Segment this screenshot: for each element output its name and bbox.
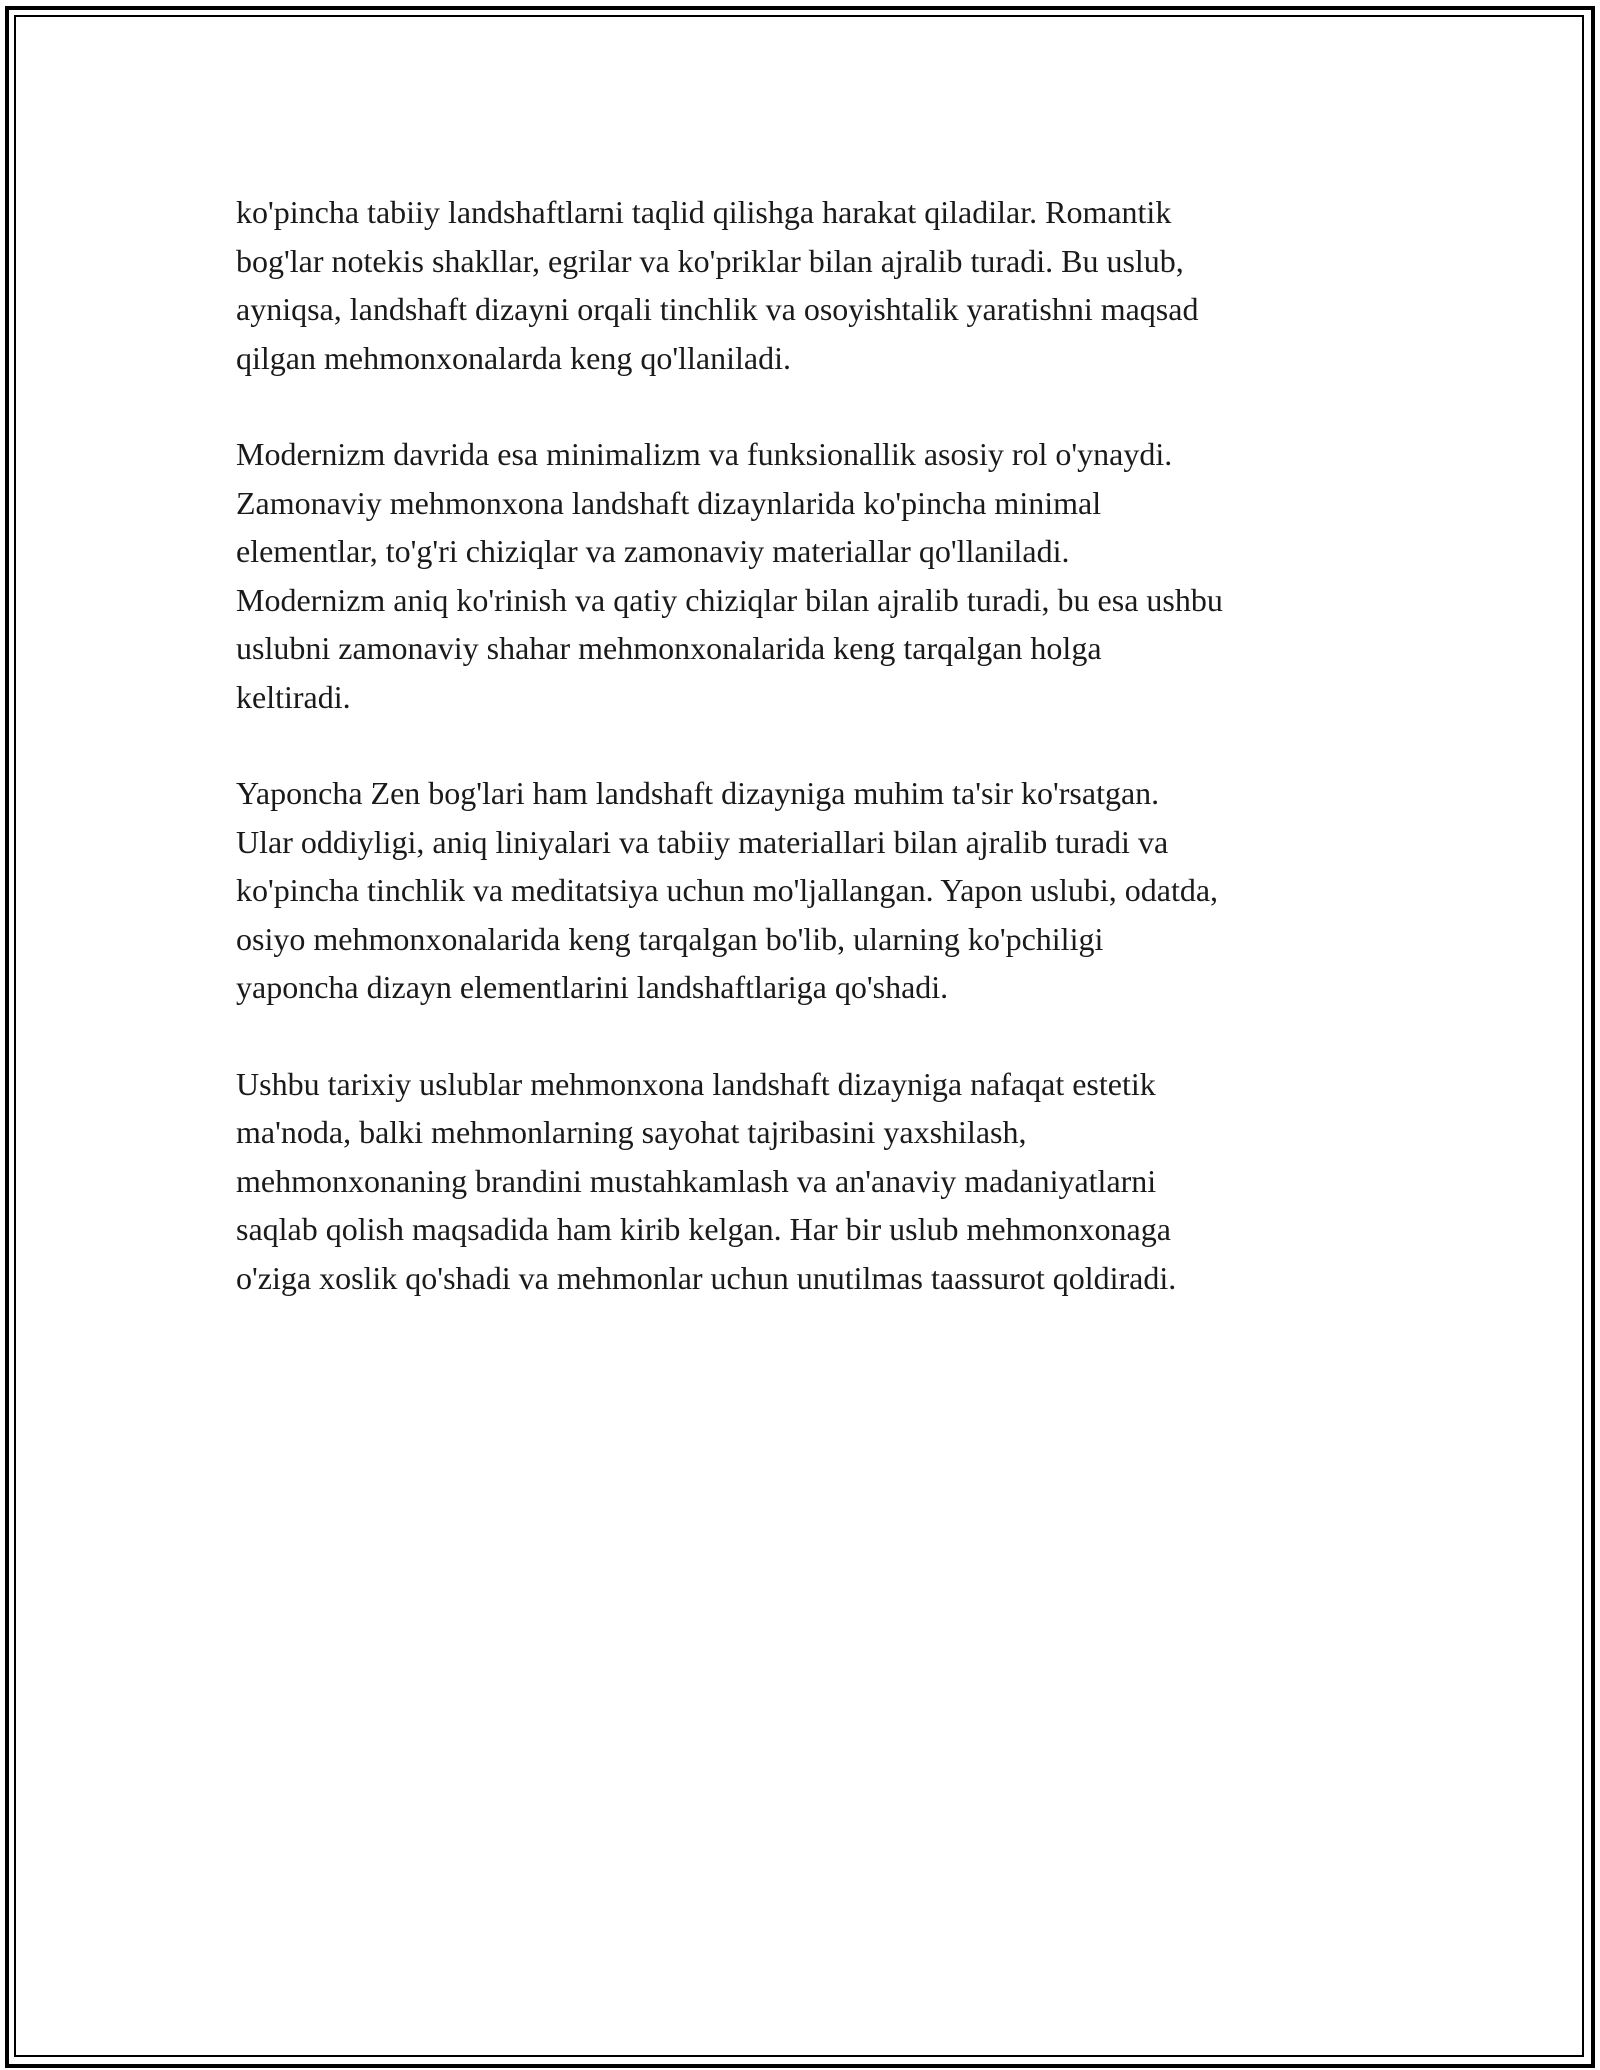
paragraph-conclusion: Ushbu tarixiy uslublar mehmonxona landshaft dizayniga nafaqat estetik ma'noda, balki mehmonlarning sayohat tajribasini yaxshilash, mehmonxonaning brandini mustahkamlash va an'anaviy madaniyatlarni saqlab qolish maqsadida ham kirib kelgan. Har bir uslub mehmonxonaga o'ziga xoslik qo'shadi va mehmonlar uchun unutilmas taassurot qoldiradi. [236,1065,1177,1296]
paragraph-japanese-zen: Yaponcha Zen bog'lari ham landshaft dizayniga muhim ta'sir ko'rsatgan. Ular oddiyligi, aniq liniyalari va tabiiy materiallari bilan ajralib turadi va ko'pincha tinchlik va meditatsiya uchun mo'ljallangan. Yapon uslubi, odatda, osiyo mehmonxonalarida keng tarqalgan bo'lib, ularning ko'pchiligi yaponcha dizayn elementlarini landshaftlariga qo'shadi. [236,775,1219,1005]
paragraph-modernism: Modernizm davrida esa minimalizm va funksionallik asosiy rol o'ynaydi. Zamonaviy mehmonxona landshaft dizaynlarida ko'pincha minimal elementlar, to'g'ri chiziqlar va zamonaviy materiallar qo'llaniladi. Modernizm aniq ko'rinish va qatiy chiziqlar bilan ajralib turadi, bu esa ushbu uslubni zamonaviy shahar mehmonxonalarida keng tarqalgan holga keltiradi. [236,436,1223,715]
paragraph-romantic-gardens: ko'pincha tabiiy landshaftlarni taqlid qilishga harakat qiladilar. Romantik bog'lar notekis shakllar, egrilar va ko'priklar bilan ajralib turadi. Bu uslub, ayniqsa, landshaft dizayni orqali tinchlik va osoyishtalik yaratishni maqsad qilgan mehmonxonalarda keng qo'llaniladi. [236,194,1199,376]
document-body [236,188,1396,1350]
